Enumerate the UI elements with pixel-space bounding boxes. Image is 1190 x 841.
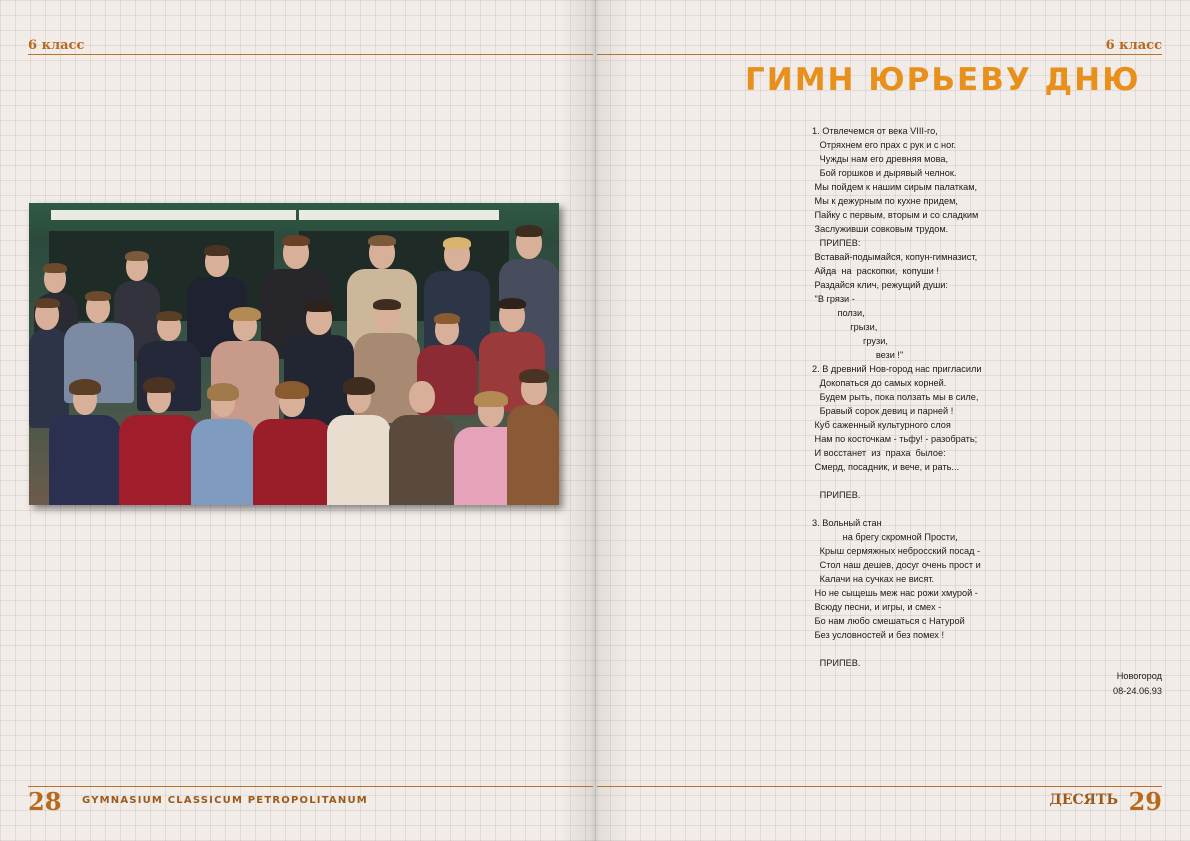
ceiling-light <box>51 210 296 220</box>
hymn-line: 2. В древний Нов-город нас пригласили <box>812 364 982 374</box>
class-photo <box>29 203 559 505</box>
hymn-title: ГИМН ЮРЬЕВУ ДНЮ <box>745 62 1141 98</box>
hymn-line: Айда на раскопки, копуши ! <box>812 266 939 276</box>
hymn-line: Чужды нам его древняя мова, <box>812 154 949 164</box>
hymn-line: Бравый сорок девиц и парней ! <box>812 406 954 416</box>
hymn-line: Стол наш дешев, досуг очень прост и <box>812 560 981 570</box>
hymn-line: Мы к дежурным по кухне придем, <box>812 196 958 206</box>
hymn-line: Всюду песни, и игры, и смех - <box>812 602 942 612</box>
place: Новогород <box>1116 671 1162 681</box>
hymn-line: ПРИПЕВ. <box>812 490 861 500</box>
hymn-line: Отряхнем его прах с рук и с ног. <box>812 140 957 150</box>
hymn-line: Будем рыть, пока ползать мы в силе, <box>812 392 979 402</box>
hymn-line: Калачи на сучках не висят. <box>812 574 935 584</box>
hymn-line: на брегу скромной Прости, <box>812 532 958 542</box>
hymn-line: Без условностей и без помех ! <box>812 630 944 640</box>
hymn-line: Заслуживши совковым трудом. <box>812 224 949 234</box>
left-section-label: 6 класс <box>28 38 85 53</box>
date: 08-24.06.93 <box>1112 686 1162 696</box>
left-header-rule <box>28 54 593 55</box>
hymn-line: Куб саженный культурного слоя <box>812 420 951 430</box>
hymn-line <box>812 502 982 516</box>
hymn-line: И восстанет из праха былое: <box>812 448 946 458</box>
hymn-line: ползи, <box>812 308 865 318</box>
hymn-line: Пайку с первым, вторым и со сладким <box>812 210 979 220</box>
hymn-line <box>812 642 982 656</box>
hymn-line: Бо нам любо смешаться с Натурой <box>812 616 965 626</box>
hymn-line: 3. Вольный стан <box>812 518 882 528</box>
place-and-date <box>1113 669 1162 699</box>
hymn-line: Нам по косточкам - тьфу! - разобрать; <box>812 434 978 444</box>
hymn-line: Крыш сермяжных небросский посад - <box>812 546 981 556</box>
hymn-line: Мы пойдем к нашим сирым палаткам, <box>812 182 978 192</box>
left-footer-rule <box>28 786 593 787</box>
hymn-line: Но не сыщешь меж нас рожи хмурой - <box>812 588 978 598</box>
hymn-line: 1. Отвлечемся от века VIII-го, <box>812 126 938 136</box>
right-footer-text: ДЕСЯТЬ <box>1049 792 1118 808</box>
hymn-lyrics <box>812 124 982 670</box>
hymn-line: Вставай-подымайся, копун-гимназист, <box>812 252 978 262</box>
hymn-line: ПРИПЕВ. <box>812 658 861 668</box>
hymn-line: "В грязи - <box>812 294 855 304</box>
hymn-line: вези !" <box>812 350 904 360</box>
right-section-label: 6 класс <box>1105 38 1162 53</box>
right-page-number: 29 <box>1128 787 1162 816</box>
right-footer-rule <box>597 786 1162 787</box>
hymn-line: Смерд, посадник, и вече, и рать... <box>812 462 960 472</box>
left-page-number: 28 <box>28 787 62 816</box>
hymn-line: Раздайся клич, режущий души: <box>812 280 948 290</box>
ceiling-light <box>299 210 499 220</box>
left-footer-text: GYMNASIUM CLASSICUM PETROPOLITANUM <box>82 795 368 806</box>
hymn-line: грызи, <box>812 322 878 332</box>
right-header-rule <box>597 54 1162 55</box>
hymn-line: ПРИПЕВ: <box>812 238 861 248</box>
hymn-line: грузи, <box>812 336 888 346</box>
hymn-line: Бой горшков и дырявый челнок. <box>812 168 957 178</box>
hymn-line: Докопаться до самых корней. <box>812 378 947 388</box>
hymn-line <box>812 474 982 488</box>
